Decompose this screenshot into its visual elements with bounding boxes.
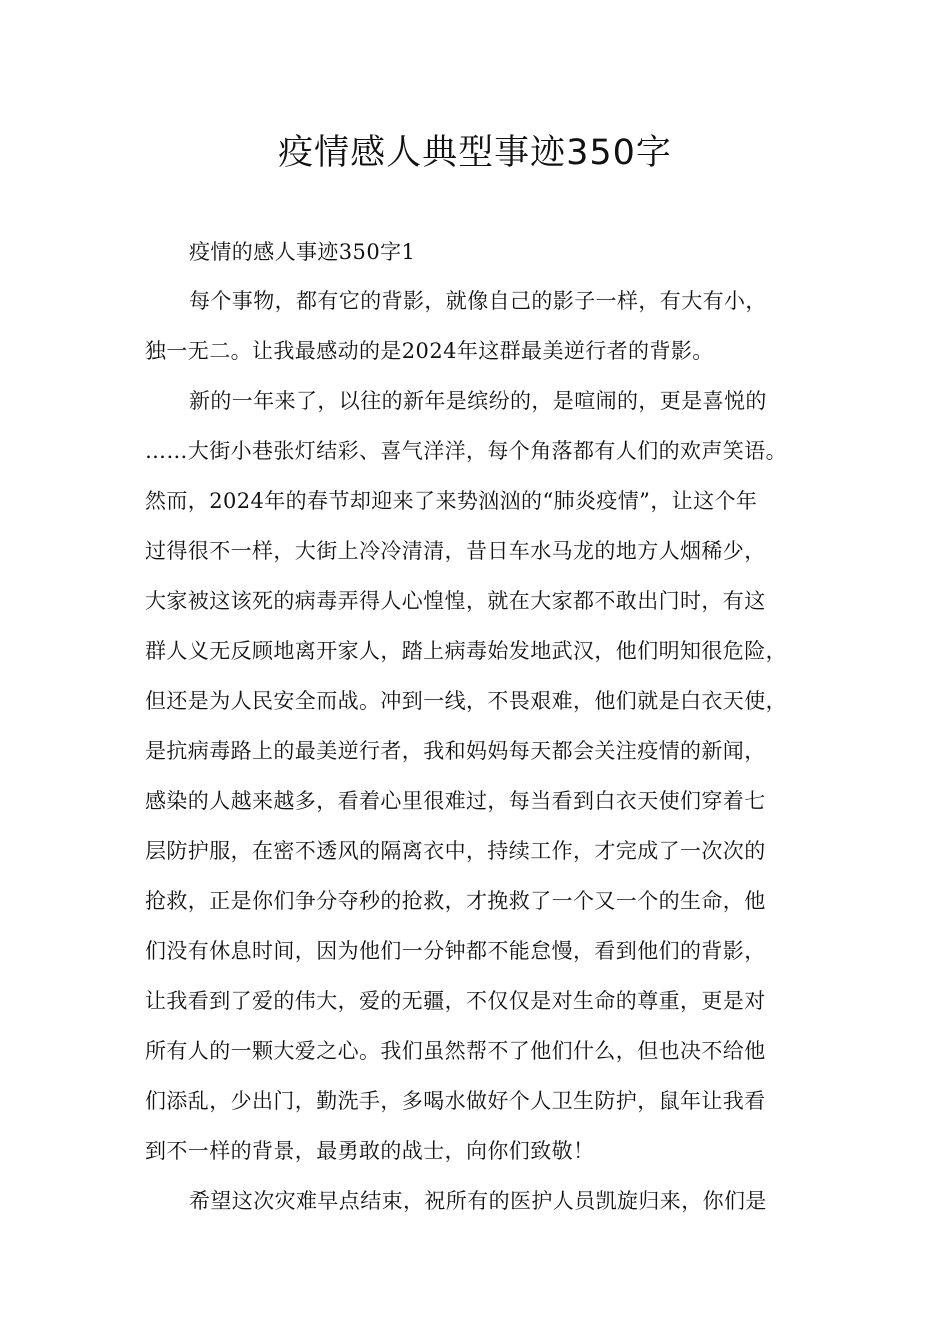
paragraph-line: 群人义无反顾地离开家人，踏上病毒始发地武汉，他们明知很危险， (145, 639, 787, 663)
paragraph-line: 到不一样的背景，最勇敢的战士，向你们致敬！ (145, 1139, 595, 1163)
paragraph-line: 所有人的一颗大爱之心。我们虽然帮不了他们什么，但也决不给他 (145, 1039, 766, 1063)
paragraph-line: 层防护服，在密不透风的隔离衣中，持续工作，才完成了一次次的 (145, 839, 766, 863)
section-heading: 疫情的感人事迹350字1 (189, 240, 416, 264)
paragraph-line: 感染的人越来越多，看着心里很难过，每当看到白衣天使们穿着七 (145, 789, 766, 813)
paragraph-line: 希望这次灾难早点结束，祝所有的医护人员凯旋归来，你们是 (189, 1189, 767, 1213)
paragraph-line: 是抗病毒路上的最美逆行者，我和妈妈每天都会关注疫情的新闻， (145, 739, 766, 763)
paragraph-line: 过得很不一样，大街上冷冷清清，昔日车水马龙的地方人烟稀少， (145, 539, 766, 563)
paragraph-line: 们没有休息时间，因为他们一分钟都不能怠慢，看到他们的背影， (145, 939, 766, 963)
paragraph-line: 独一无二。让我最感动的是2024年这群最美逆行者的背影。 (145, 339, 714, 363)
paragraph-line: 然而，2024年的春节却迎来了来势汹汹的“肺炎疫情”，让这个年 (145, 489, 758, 513)
paragraph-line: 新的一年来了，以往的新年是缤纷的，是喧闹的，更是喜悦的 (189, 389, 767, 413)
paragraph-line: ……大街小巷张灯结彩、喜气洋洋，每个角落都有人们的欢声笑语。 (145, 439, 787, 463)
paragraph-line: 但还是为人民安全而战。冲到一线，不畏艰难，他们就是白衣天使， (145, 689, 787, 713)
paragraph-line: 们添乱，少出门，勤洗手，多喝水做好个人卫生防护，鼠年让我看 (145, 1089, 766, 1113)
paragraph-line: 抢救，正是你们争分夺秒的抢救，才挽救了一个又一个的生命，他 (145, 889, 766, 913)
paragraph-line: 每个事物，都有它的背影，就像自己的影子一样，有大有小， (189, 289, 767, 313)
document-title: 疫情感人典型事迹350字 (278, 133, 672, 173)
paragraph-line: 让我看到了爱的伟大，爱的无疆，不仅仅是对生命的尊重，更是对 (145, 989, 766, 1013)
paragraph-line: 大家被这该死的病毒弄得人心惶惶，就在大家都不敢出门时，有这 (145, 589, 766, 613)
